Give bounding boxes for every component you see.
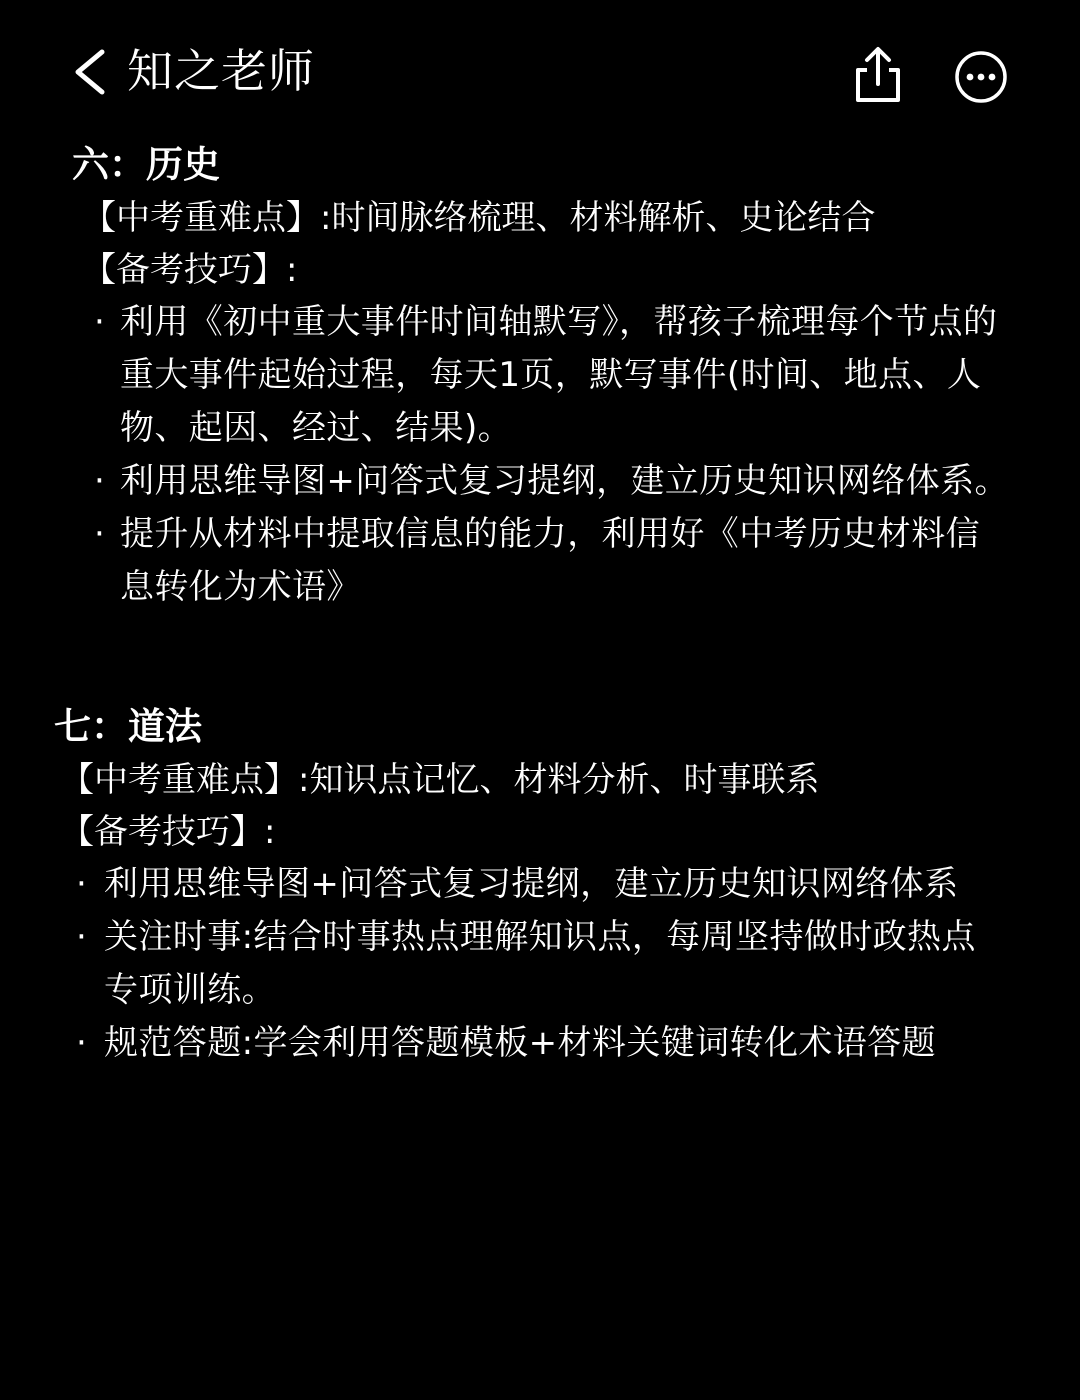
exam-focus-text: 【中考重难点】:时间脉络梳理、材料解析、史论结合: [82, 198, 876, 238]
page-title: 知之老师: [127, 44, 315, 98]
list-item-text: 规范答题:学会利用答题模板+材料关键词转化术语答题: [104, 1023, 936, 1063]
bullet-mark: ·: [76, 1023, 88, 1063]
share-icon[interactable]: [850, 44, 906, 106]
list-item-text: 利用思维导图+问答式复习提纲，建立历史知识网络体系: [104, 864, 959, 904]
exam-focus-text: 【中考重难点】:知识点记忆、材料分析、时事联系: [60, 760, 820, 800]
list-item: [72, 296, 1010, 455]
section-title: 七：道法: [54, 705, 202, 748]
list-item-text: 利用《初中重大事件时间轴默写》，帮孩子梳理每个节点的重大事件起始过程，每天1页，默写事件(时间、地点、人物、起因、经过、结果)。: [120, 302, 998, 448]
list-item: [72, 508, 1010, 614]
tips-heading: 【备考技巧】:: [60, 812, 276, 852]
bullet-mark: ·: [76, 864, 88, 904]
section-title: 六：历史: [72, 143, 220, 186]
tips-list: [72, 296, 1022, 614]
tips-list: [54, 858, 1004, 1070]
bullet-mark: ·: [94, 514, 106, 554]
list-item: [54, 911, 994, 1017]
list-item-text: 关注时事:结合时事热点理解知识点，每周坚持做时政热点专项训练。: [104, 917, 976, 1010]
list-item: [54, 1017, 994, 1070]
section-morality-law: [54, 700, 1004, 1070]
list-item-text: 提升从材料中提取信息的能力，利用好《中考历史材料信息转化为术语》: [120, 514, 980, 607]
more-options-icon[interactable]: [954, 50, 1008, 104]
top-bar: [0, 0, 1080, 140]
bullet-mark: ·: [94, 302, 106, 342]
bullet-mark: ·: [76, 917, 88, 957]
section-history: [72, 138, 1022, 614]
bullet-mark: ·: [94, 461, 106, 501]
list-item: [54, 858, 994, 911]
chevron-left-icon[interactable]: [66, 44, 114, 100]
list-item-text: 利用思维导图+问答式复习提纲，建立历史知识网络体系。: [120, 461, 1009, 501]
tips-heading: 【备考技巧】:: [82, 250, 298, 290]
list-item: [72, 455, 1010, 508]
